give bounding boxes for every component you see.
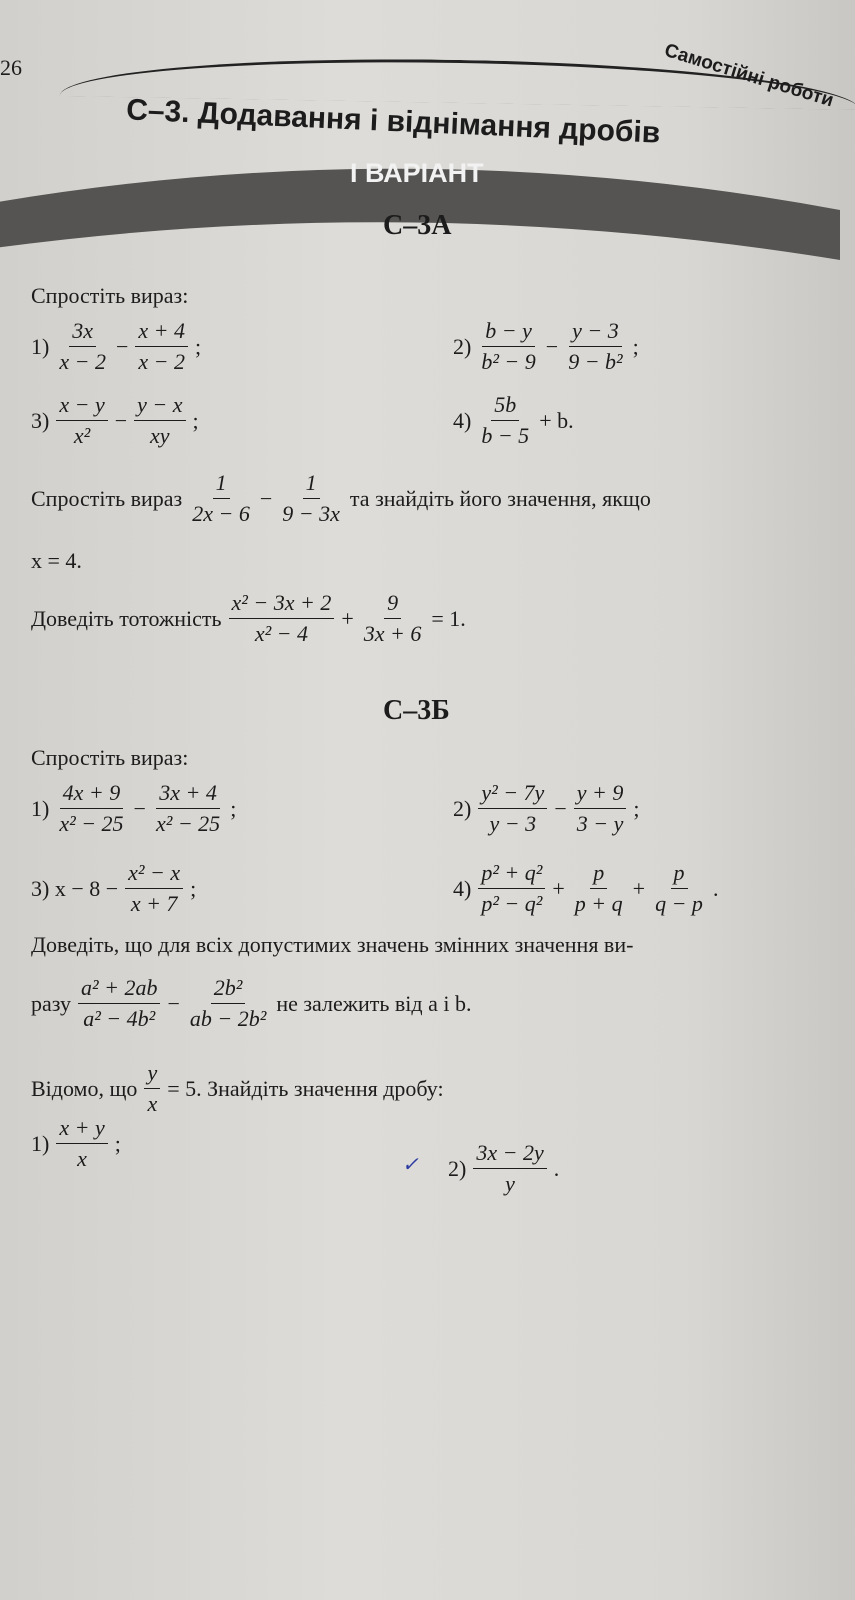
expression-text: 1) [31, 1130, 50, 1156]
fraction [56, 1115, 107, 1172]
running-title: Самостійні роботи [661, 40, 836, 112]
section-heading-b: С–3Б [383, 695, 450, 726]
exercise-line [450, 780, 642, 837]
denominator: 9 − b² [568, 349, 623, 374]
expression-text: ; [192, 407, 199, 433]
expression-text: − [259, 485, 273, 511]
expression-text: − [554, 795, 567, 821]
page-number: 26 [0, 55, 22, 80]
exercise-line [28, 590, 469, 647]
expression-text: ; [195, 333, 202, 359]
exercise-line [28, 548, 85, 574]
expression-text: x = 4. [31, 548, 82, 573]
numerator: x − y [56, 392, 107, 421]
exercise-line [28, 860, 199, 917]
exercise-line [450, 318, 642, 375]
numerator: y [144, 1060, 160, 1089]
denominator: x + 7 [130, 891, 178, 916]
fraction [478, 860, 545, 917]
denominator: p² − q² [481, 891, 543, 916]
numerator: p² + q² [478, 860, 545, 889]
numerator: 1 [303, 470, 320, 499]
expression-text: − [545, 333, 559, 359]
numerator: x + y [56, 1115, 107, 1144]
denominator: x − 2 [138, 349, 185, 374]
exercise-line [28, 470, 654, 527]
expression-text: 3) [31, 407, 50, 433]
denominator: x² [73, 423, 91, 448]
expression-text: 4) [453, 407, 472, 433]
numerator: 3x − 2y [473, 1140, 546, 1169]
expression-text: ; [633, 795, 640, 821]
denominator: x² − 25 [155, 811, 221, 836]
denominator: x [147, 1091, 158, 1116]
numerator: y + 9 [574, 780, 627, 809]
expression-text: 1) [31, 795, 50, 821]
denominator: 2x − 6 [192, 501, 250, 526]
numerator: 3x [69, 318, 96, 347]
numerator: p [671, 860, 688, 889]
fraction [153, 780, 223, 837]
fraction [56, 318, 109, 375]
expression-text: 2) [453, 333, 472, 359]
exercise-line [28, 780, 239, 837]
fraction [134, 392, 185, 449]
denominator: b² − 9 [481, 349, 536, 374]
fraction [361, 590, 425, 647]
fraction [478, 318, 538, 375]
denominator: x² − 25 [59, 811, 124, 836]
numerator: y − 3 [569, 318, 622, 347]
exercise-line [450, 392, 577, 449]
expression-text: 2) [448, 1155, 467, 1181]
expression-text: + [341, 605, 354, 631]
expression-text: Спростіть вираз [31, 485, 183, 511]
expression-text: 2) [453, 795, 472, 821]
denominator: a² − 4b² [83, 1006, 156, 1031]
expression-text: 4) [453, 875, 472, 901]
exercise-line [28, 745, 191, 771]
fraction [56, 392, 107, 449]
expression-text: + [552, 875, 565, 901]
expression-text: = 1. [431, 605, 466, 631]
numerator: 5b [491, 392, 519, 421]
expression-text: Доведіть тотожність [31, 605, 222, 631]
denominator: x − 2 [59, 349, 106, 374]
chapter-title: С–3. Додавання і віднімання дробів [125, 93, 661, 150]
fraction [144, 1060, 160, 1117]
numerator: 9 [384, 590, 401, 619]
expression-text: Спростіть вираз: [31, 283, 189, 308]
denominator: 3 − y [576, 811, 624, 836]
denominator: y [505, 1171, 515, 1196]
numerator: x² − 3x + 2 [229, 590, 335, 619]
fraction [56, 780, 126, 837]
expression-text: Спростіть вираз: [31, 745, 189, 770]
numerator: 1 [213, 470, 230, 499]
numerator: b − y [482, 318, 535, 347]
expression-text: − [133, 795, 146, 821]
fraction [229, 590, 335, 647]
exercise-line [28, 392, 202, 449]
numerator: x + 4 [135, 318, 188, 347]
section-heading-a: С–3А [383, 210, 452, 241]
numerator: 4x + 9 [60, 780, 124, 809]
denominator: ab − 2b² [189, 1006, 267, 1031]
exercise-line [28, 1060, 447, 1117]
exercise-line [28, 1115, 124, 1172]
expression-text: Відомо, що [31, 1075, 138, 1101]
expression-text: ; [190, 875, 197, 901]
denominator: x² − 4 [254, 621, 309, 646]
numerator: p [590, 860, 607, 889]
fraction [652, 860, 706, 917]
denominator: 3x + 6 [363, 621, 422, 646]
denominator: p + q [574, 891, 623, 916]
expression-text: . [553, 1155, 560, 1181]
numerator: y − x [134, 392, 185, 421]
numerator: x² − x [125, 860, 183, 889]
numerator: a² + 2ab [78, 975, 160, 1004]
variant-label: І ВАРІАНТ [350, 158, 484, 188]
expression-text: не залежить від a і b. [276, 990, 472, 1016]
denominator: 9 − 3x [282, 501, 340, 526]
expression-text: разу [31, 990, 71, 1016]
expression-text: − [114, 407, 128, 433]
expression-text: ; [632, 333, 639, 359]
expression-text: = 5. Знайдіть значення дробу: [167, 1075, 444, 1101]
expression-text: та знайдіть його значення, якщо [349, 485, 651, 511]
fraction [187, 975, 269, 1032]
fraction [572, 860, 626, 917]
expression-text: + b. [539, 407, 574, 433]
fraction [189, 470, 253, 527]
fraction [125, 860, 183, 917]
fraction [478, 780, 547, 837]
exercise-line [445, 1140, 562, 1197]
fraction [478, 392, 532, 449]
exercise-line [450, 860, 721, 917]
fraction [565, 318, 625, 375]
exercise-line [28, 283, 191, 309]
expression-text: − [167, 990, 180, 1016]
fraction [135, 318, 188, 375]
exercise-line [28, 932, 636, 958]
denominator: y − 3 [489, 811, 537, 836]
expression-text: ; [230, 795, 237, 821]
fraction [78, 975, 160, 1032]
fraction [279, 470, 343, 527]
expression-text: + [632, 875, 646, 901]
fraction [473, 1140, 546, 1197]
numerator: 3x + 4 [156, 780, 220, 809]
expression-text: . [712, 875, 719, 901]
denominator: xy [150, 423, 170, 448]
fraction [574, 780, 627, 837]
expression-text: ; [114, 1130, 121, 1156]
denominator: x [77, 1146, 87, 1171]
expression-text: 3) x − 8 − [31, 875, 119, 901]
denominator: q − p [655, 891, 703, 916]
expression-text: 1) [31, 333, 50, 359]
handwritten-check-mark: ✓ [402, 1154, 419, 1176]
exercise-line [28, 975, 474, 1032]
numerator: y² − 7y [478, 780, 547, 809]
expression-text: − [115, 333, 129, 359]
expression-text: Доведіть, що для всіх допустимих значень змінних значення ви- [31, 932, 634, 957]
exercise-line [28, 318, 204, 375]
denominator: b − 5 [481, 423, 530, 448]
numerator: 2b² [211, 975, 246, 1004]
